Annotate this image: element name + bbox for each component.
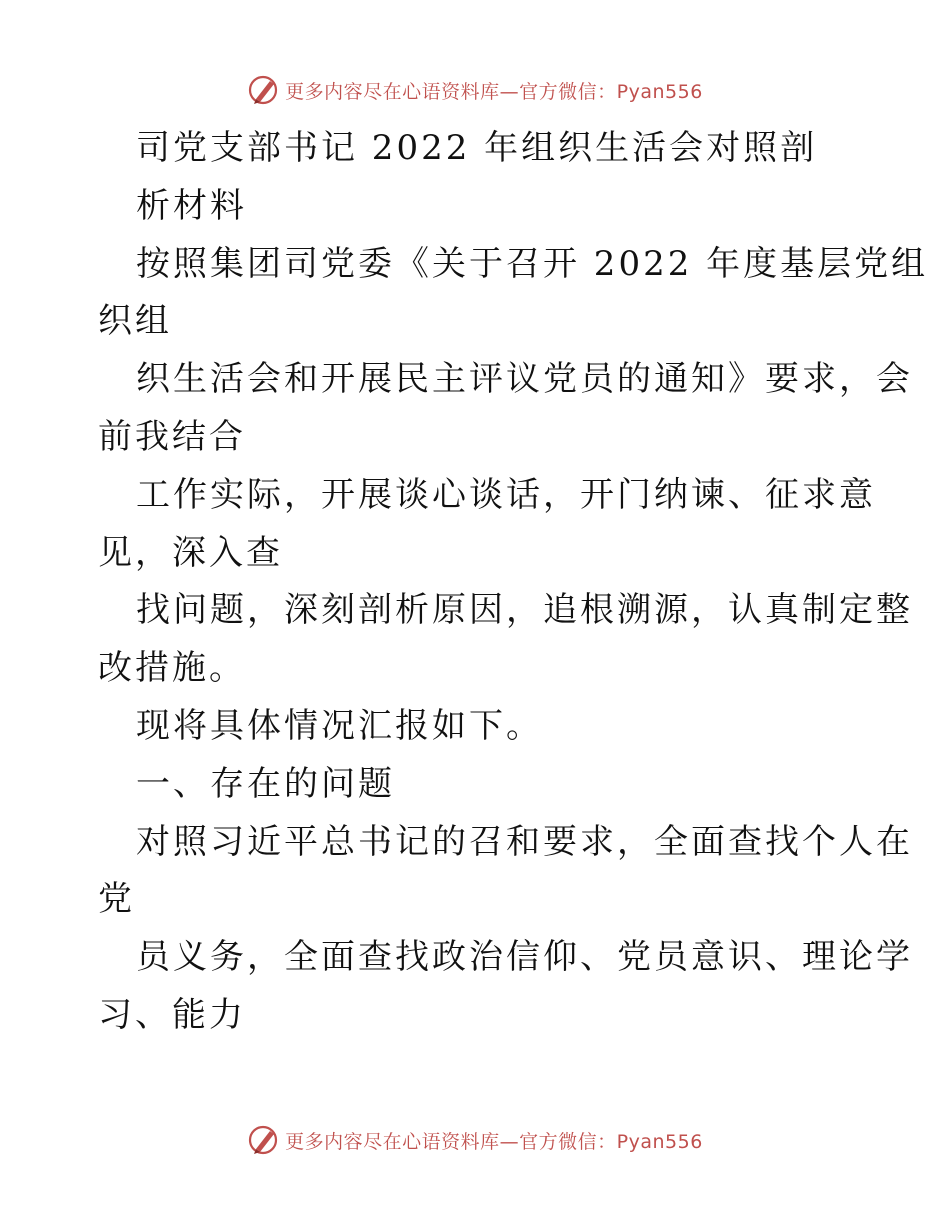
document-body	[98, 120, 929, 1045]
text-line: 司党支部书记 2022 年组织生活会对照剖	[136, 128, 818, 168]
text-line: 织组	[98, 301, 172, 342]
text-line: 一、存在的问题	[136, 763, 395, 804]
text-line: 改措施。	[98, 648, 246, 689]
footer-watermark-banner	[0, 1120, 950, 1160]
text-line: 析材料	[136, 185, 247, 226]
header-watermark-text: 更多内容尽在心语资料库—官方微信：Pyan556	[285, 80, 703, 103]
text-line: 党	[98, 879, 135, 920]
text-line: 工作实际，开展谈心谈话，开门纳谏、征求意	[136, 474, 876, 515]
text-line: 见，深入查	[98, 532, 283, 573]
text-line: 现将具体情况汇报如下。	[136, 705, 543, 746]
text-line: 员义务，全面查找政治信仰、党员意识、理论学	[136, 937, 913, 978]
text-line: 对照习近平总书记的召和要求，全面查找个人在	[136, 821, 913, 862]
pen-logo-icon	[247, 73, 281, 107]
header-watermark-banner	[0, 70, 950, 110]
text-line: 找问题，深刻剖析原因，追根溯源，认真制定整	[136, 590, 913, 631]
footer-watermark-text: 更多内容尽在心语资料库—官方微信：Pyan556	[285, 1130, 703, 1153]
text-line: 习、能力	[98, 994, 246, 1035]
text-line: 织生活会和开展民主评议党员的通知》要求，会	[136, 359, 913, 400]
text-line: 前我结合	[98, 416, 246, 457]
pen-logo-icon	[247, 1123, 281, 1157]
text-line: 按照集团司党委《关于召开 2022 年度基层党组	[136, 243, 929, 284]
